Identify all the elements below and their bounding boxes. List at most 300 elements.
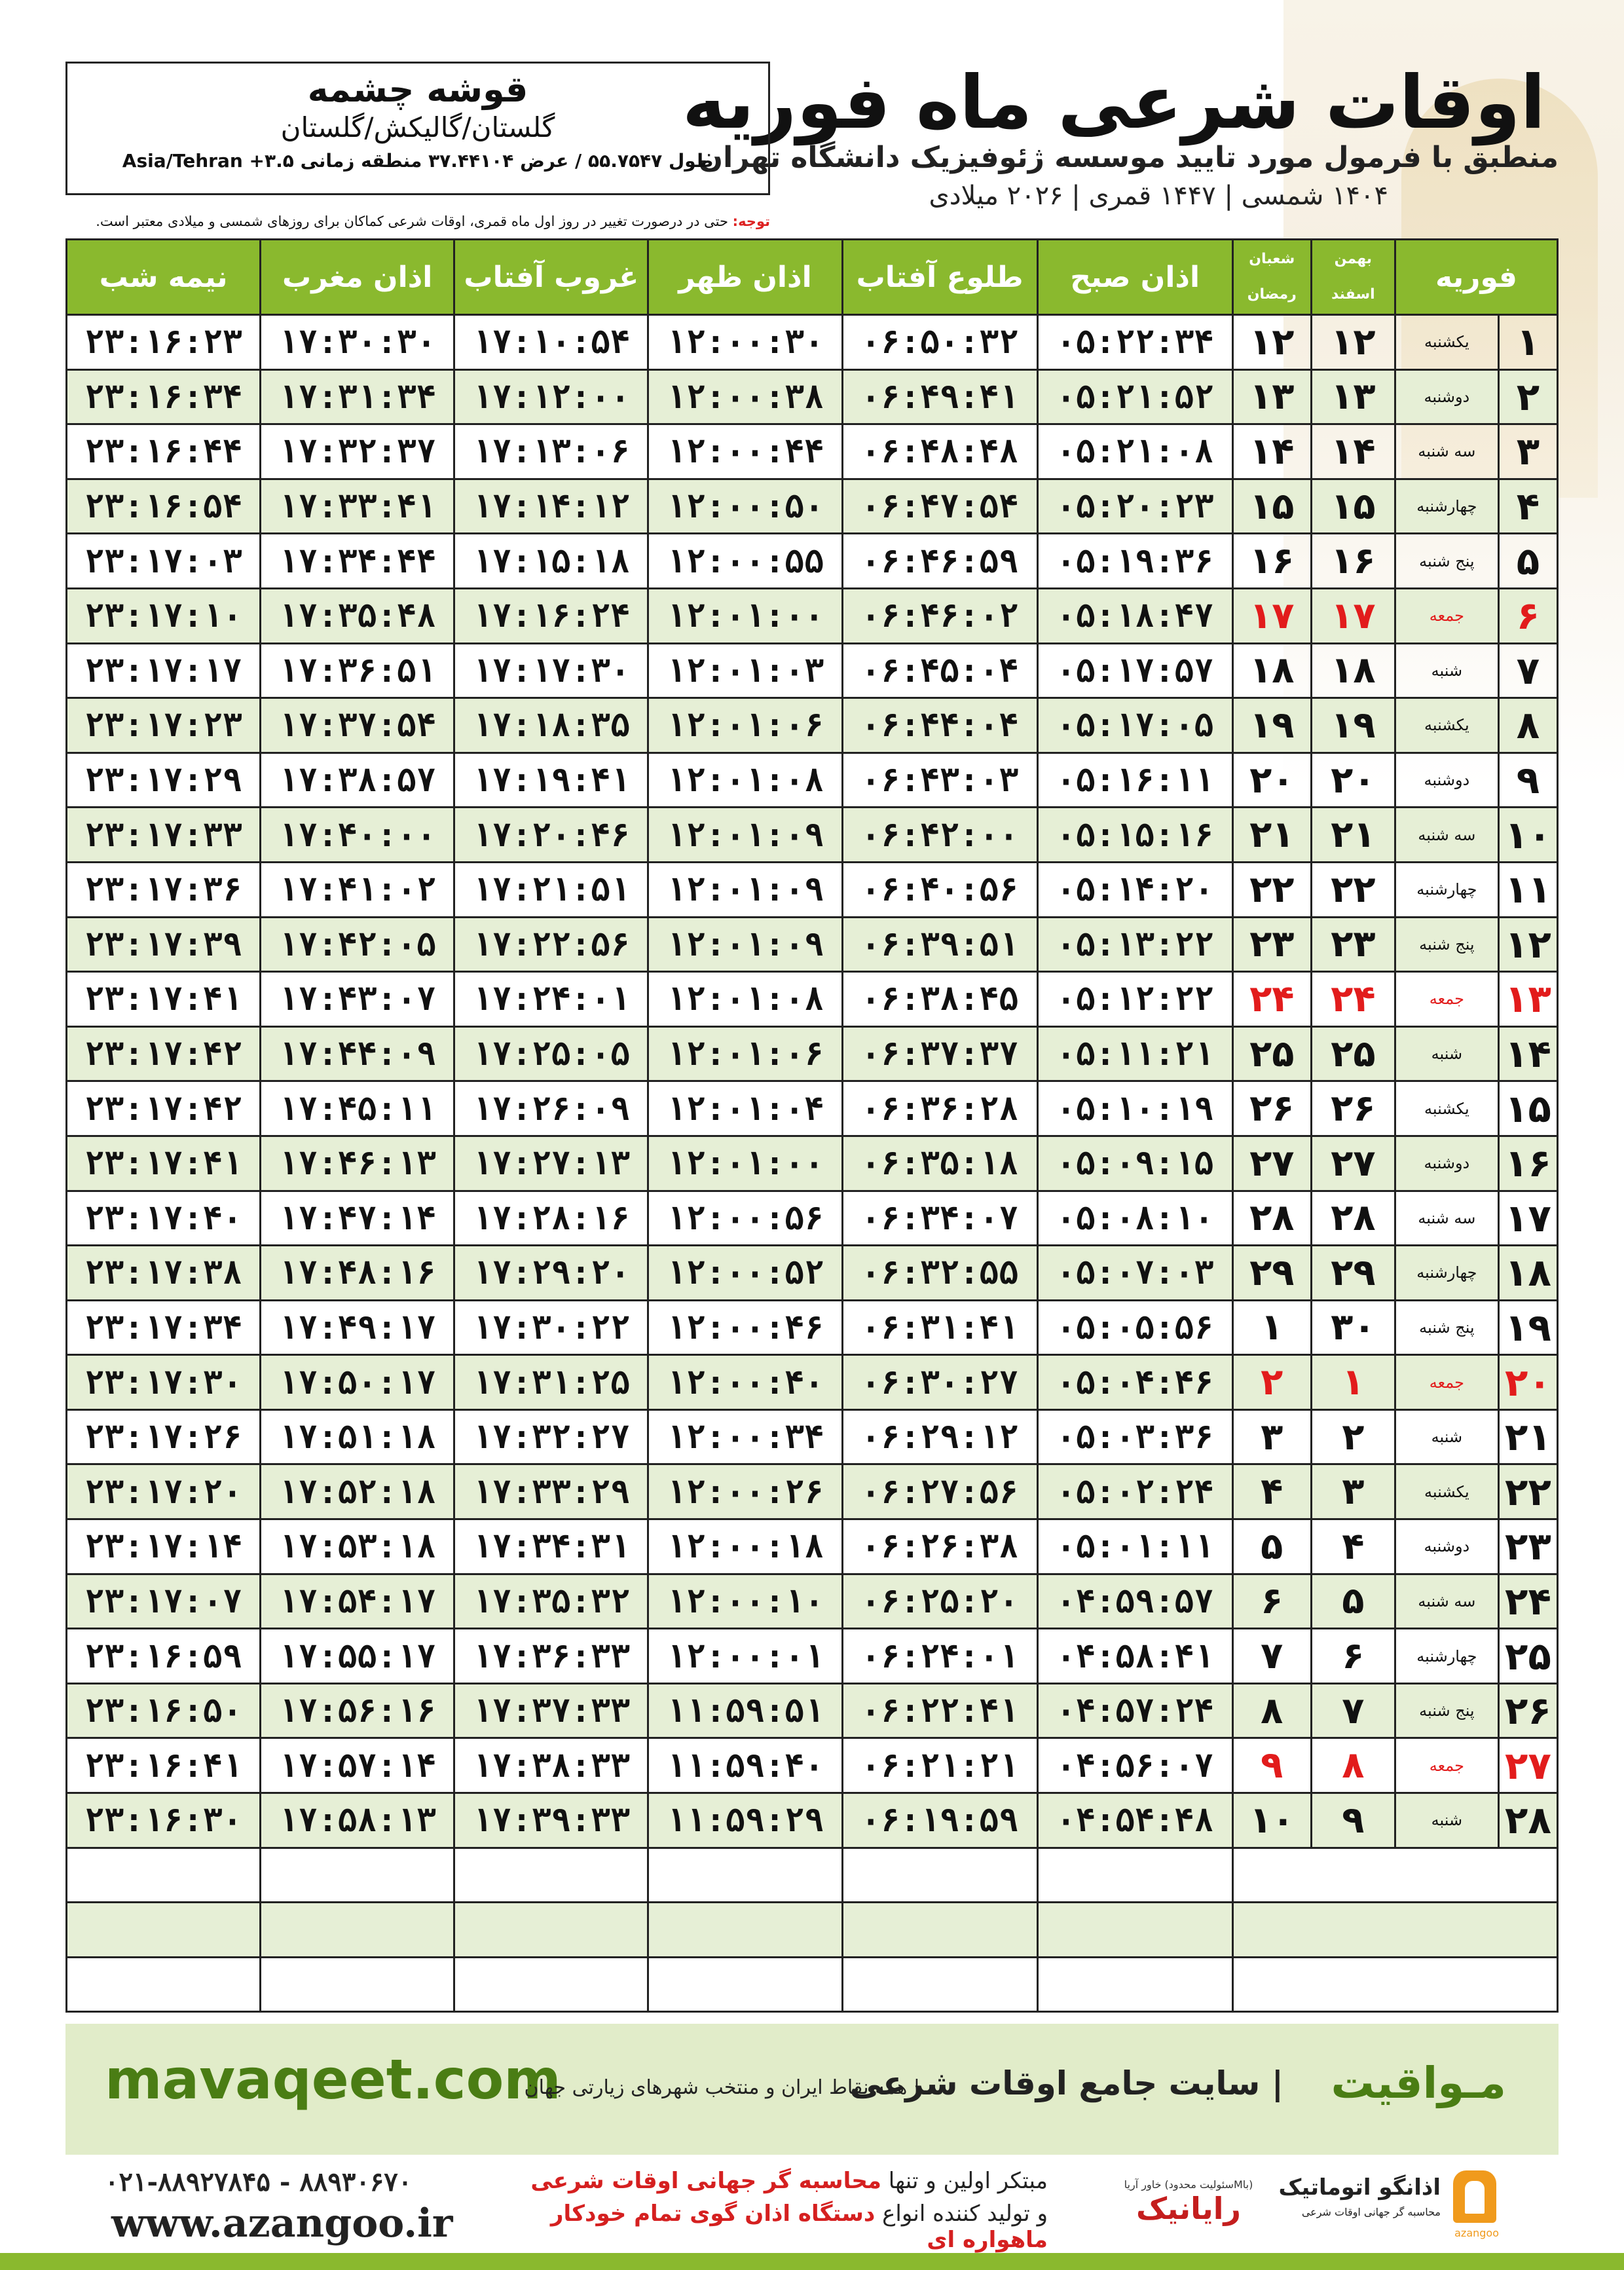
- fajr-time: ۰۵:۰۳:۳۶: [1037, 1409, 1232, 1464]
- sunset-time: ۱۷:۱۶:۲۴: [454, 588, 648, 643]
- day-number: ۲۷: [1498, 1738, 1557, 1793]
- sunset-time: ۱۷:۱۹:۴۱: [454, 753, 648, 808]
- page-subtitle: منطبق با فرمول مورد تایید موسسه ژئوفیزیک دانشگاه تهران: [698, 141, 1559, 174]
- maghrib-time: ۱۷:۴۰:۰۰: [261, 808, 454, 863]
- midnight-time: ۲۳:۱۷:۱۰: [67, 588, 261, 643]
- dhuhr-time: ۱۲:۰۱:۰۸: [648, 753, 842, 808]
- empty-cell: [1037, 1957, 1232, 2012]
- table-header-row: [67, 240, 1558, 315]
- table-row: [67, 1026, 1558, 1081]
- sunrise-time: ۰۶:۵۰:۳۲: [842, 315, 1037, 370]
- shamsi-day: ۱۲: [1311, 315, 1395, 370]
- maghrib-time: ۱۷:۳۴:۴۴: [261, 534, 454, 589]
- azangoo-name: اذانگو اتوماتیک: [1278, 2174, 1441, 2201]
- sunrise-time: ۰۶:۴۶:۰۲: [842, 588, 1037, 643]
- dhuhr-time: ۱۲:۰۰:۴۶: [648, 1300, 842, 1355]
- promo-2-text: و تولید کننده انواع: [875, 2201, 1048, 2227]
- dhuhr-time: ۱۲:۰۱:۰۰: [648, 588, 842, 643]
- maghrib-time: ۱۷:۵۳:۱۸: [261, 1519, 454, 1574]
- header-dhuhr: اذان ظهر: [648, 240, 842, 315]
- weekday: شنبه: [1395, 1409, 1498, 1464]
- empty-cell: [261, 1957, 454, 2012]
- table-row: [67, 917, 1558, 972]
- table-row: [67, 1355, 1558, 1410]
- weekday: سه شنبه: [1395, 1191, 1498, 1246]
- table-row: [67, 1519, 1558, 1574]
- maghrib-time: ۱۷:۵۴:۱۷: [261, 1574, 454, 1629]
- header-sunset: غروب آفتاب: [454, 240, 648, 315]
- fajr-time: ۰۴:۵۸:۴۱: [1037, 1629, 1232, 1684]
- shamsi-day: ۲۲: [1311, 862, 1395, 917]
- fajr-time: ۰۴:۵۶:۰۷: [1037, 1738, 1232, 1793]
- table-row: [67, 1683, 1558, 1738]
- dhuhr-time: ۱۲:۰۰:۱۰: [648, 1574, 842, 1629]
- sunrise-time: ۰۶:۲۱:۲۱: [842, 1738, 1037, 1793]
- qamari-day: ۷: [1232, 1629, 1311, 1684]
- day-number: ۱۳: [1498, 972, 1557, 1027]
- sunset-time: ۱۷:۲۰:۴۶: [454, 808, 648, 863]
- sunrise-time: ۰۶:۴۳:۰۳: [842, 753, 1037, 808]
- azangoo-latin: azangoo: [1454, 2227, 1499, 2239]
- shamsi-day: ۶: [1311, 1629, 1395, 1684]
- day-number: ۵: [1498, 534, 1557, 589]
- header-fajr: اذان صبح: [1037, 240, 1232, 315]
- promo-line-2: [471, 2201, 1048, 2253]
- weekday: شنبه: [1395, 1026, 1498, 1081]
- midnight-time: ۲۳:۱۷:۴۲: [67, 1026, 261, 1081]
- shamsi-day: ۲۰: [1311, 753, 1395, 808]
- fajr-time: ۰۵:۰۱:۱۱: [1037, 1519, 1232, 1574]
- fajr-time: ۰۵:۱۶:۱۱: [1037, 753, 1232, 808]
- weekday: یکشنبه: [1395, 1464, 1498, 1519]
- location-region: گلستان/گالیکش/گلستان: [280, 111, 555, 143]
- sunrise-time: ۰۶:۲۵:۲۰: [842, 1574, 1037, 1629]
- midnight-time: ۲۳:۱۷:۴۱: [67, 1136, 261, 1191]
- shamsi-day: ۱۳: [1311, 369, 1395, 424]
- weekday: یکشنبه: [1395, 1081, 1498, 1136]
- sunrise-time: ۰۶:۴۴:۰۴: [842, 698, 1037, 753]
- prayer-times-table: [65, 238, 1559, 2013]
- midnight-time: ۲۳:۱۶:۳۴: [67, 369, 261, 424]
- dhuhr-time: ۱۲:۰۰:۱۸: [648, 1519, 842, 1574]
- shamsi-day: ۲۶: [1311, 1081, 1395, 1136]
- dhuhr-time: ۱۲:۰۱:۰۰: [648, 1136, 842, 1191]
- qamari-day: ۲۸: [1232, 1191, 1311, 1246]
- fajr-time: ۰۵:۰۷:۰۳: [1037, 1246, 1232, 1301]
- day-number: ۲۳: [1498, 1519, 1557, 1574]
- fajr-time: ۰۵:۱۷:۰۵: [1037, 698, 1232, 753]
- empty-cell: [842, 1957, 1037, 2012]
- weekday: سه شنبه: [1395, 808, 1498, 863]
- empty-cell: [1232, 1903, 1557, 1958]
- dhuhr-time: ۱۲:۰۱:۰۹: [648, 808, 842, 863]
- sunset-time: ۱۷:۳۰:۲۲: [454, 1300, 648, 1355]
- maghrib-time: ۱۷:۴۹:۱۷: [261, 1300, 454, 1355]
- weekday: یکشنبه: [1395, 315, 1498, 370]
- dhuhr-time: ۱۲:۰۰:۰۱: [648, 1629, 842, 1684]
- midnight-time: ۲۳:۱۷:۲۶: [67, 1409, 261, 1464]
- weekday: چهارشنبه: [1395, 479, 1498, 534]
- sunset-time: ۱۷:۳۹:۳۳: [454, 1793, 648, 1848]
- midnight-time: ۲۳:۱۷:۲۰: [67, 1464, 261, 1519]
- shamsi-day: ۲۳: [1311, 917, 1395, 972]
- weekday: چهارشنبه: [1395, 1246, 1498, 1301]
- day-number: ۱۱: [1498, 862, 1557, 917]
- qamari-day: ۴: [1232, 1464, 1311, 1519]
- weekday: سه شنبه: [1395, 1574, 1498, 1629]
- promo-1-text: مبتکر اولین و تنها: [881, 2168, 1048, 2194]
- fajr-time: ۰۵:۰۴:۴۶: [1037, 1355, 1232, 1410]
- table-row: [67, 1081, 1558, 1136]
- fajr-time: ۰۴:۵۹:۵۷: [1037, 1574, 1232, 1629]
- fajr-time: ۰۵:۰۲:۲۴: [1037, 1464, 1232, 1519]
- midnight-time: ۲۳:۱۷:۱۴: [67, 1519, 261, 1574]
- qamari-day: ۱۷: [1232, 588, 1311, 643]
- day-number: ۱۷: [1498, 1191, 1557, 1246]
- maghrib-time: ۱۷:۴۱:۰۲: [261, 862, 454, 917]
- sunset-time: ۱۷:۱۷:۳۰: [454, 643, 648, 698]
- raianik-logo: [1123, 2178, 1254, 2237]
- shamsi-day: ۱۵: [1311, 479, 1395, 534]
- phone-numbers: ۰۲۱-۸۸۹۲۷۸۴۵ - ۸۸۹۳۰۶۷۰: [105, 2167, 413, 2197]
- header-month: فوریه: [1395, 240, 1557, 315]
- fajr-time: ۰۵:۲۱:۰۸: [1037, 424, 1232, 479]
- empty-cell: [1232, 1957, 1557, 2012]
- maghrib-time: ۱۷:۵۵:۱۷: [261, 1629, 454, 1684]
- header-qamari: [1232, 240, 1311, 315]
- sunset-time: ۱۷:۳۱:۲۵: [454, 1355, 648, 1410]
- location-coordinates: طول ۵۵.۷۵۴۷ / عرض ۳۷.۴۴۱۰۴ منطقه زمانی ۳.۵+ Asia/Tehran: [122, 150, 714, 172]
- brand-tagline: | همه نقاط ایران و منتخب شهرهای زیارتی جهان: [524, 2076, 920, 2099]
- day-number: ۶: [1498, 588, 1557, 643]
- qamari-day: ۱۵: [1232, 479, 1311, 534]
- dhuhr-time: ۱۲:۰۰:۴۴: [648, 424, 842, 479]
- table-row: [67, 643, 1558, 698]
- qamari-day: ۲۲: [1232, 862, 1311, 917]
- table-row: [67, 479, 1558, 534]
- weekday: جمعه: [1395, 1738, 1498, 1793]
- table-row: [67, 1793, 1558, 1848]
- fajr-time: ۰۵:۲۱:۵۲: [1037, 369, 1232, 424]
- fajr-time: ۰۵:۱۳:۲۲: [1037, 917, 1232, 972]
- shamsi-day: ۸: [1311, 1738, 1395, 1793]
- fajr-time: ۰۵:۱۹:۳۶: [1037, 534, 1232, 589]
- sunset-time: ۱۷:۳۵:۳۲: [454, 1574, 648, 1629]
- empty-cell: [67, 1957, 261, 2012]
- weekday: جمعه: [1395, 1355, 1498, 1410]
- dhuhr-time: ۱۲:۰۰:۳۴: [648, 1409, 842, 1464]
- table-row: [67, 1300, 1558, 1355]
- midnight-time: ۲۳:۱۷:۴۲: [67, 1081, 261, 1136]
- weekday: دوشنبه: [1395, 369, 1498, 424]
- raianik-name: رایانیک: [1136, 2191, 1241, 2226]
- shamsi-day: ۲۷: [1311, 1136, 1395, 1191]
- sunrise-time: ۰۶:۳۹:۵۱: [842, 917, 1037, 972]
- dhuhr-time: ۱۲:۰۱:۰۳: [648, 643, 842, 698]
- azangoo-subtitle: محاسبه گر جهانی اوقات شرعی: [1301, 2206, 1441, 2218]
- maghrib-time: ۱۷:۵۱:۱۸: [261, 1409, 454, 1464]
- table-row: [67, 588, 1558, 643]
- qamari-day: ۱۶: [1232, 534, 1311, 589]
- website-link[interactable]: www.azangoo.ir: [111, 2201, 453, 2246]
- maghrib-time: ۱۷:۵۰:۱۷: [261, 1355, 454, 1410]
- day-number: ۲۵: [1498, 1629, 1557, 1684]
- qamari-day: ۹: [1232, 1738, 1311, 1793]
- fajr-time: ۰۵:۰۹:۱۵: [1037, 1136, 1232, 1191]
- maghrib-time: ۱۷:۵۲:۱۸: [261, 1464, 454, 1519]
- sunset-time: ۱۷:۱۵:۱۸: [454, 534, 648, 589]
- day-number: ۱۶: [1498, 1136, 1557, 1191]
- qamari-day: ۵: [1232, 1519, 1311, 1574]
- maghrib-time: ۱۷:۳۷:۵۴: [261, 698, 454, 753]
- day-number: ۸: [1498, 698, 1557, 753]
- header-qamari-bottom: رمضان: [1247, 286, 1297, 303]
- qamari-day: ۱۲: [1232, 315, 1311, 370]
- midnight-time: ۲۳:۱۶:۴۴: [67, 424, 261, 479]
- sunrise-time: ۰۶:۴۶:۵۹: [842, 534, 1037, 589]
- dhuhr-time: ۱۲:۰۰:۵۲: [648, 1246, 842, 1301]
- promo-2-highlight: دستگاه اذان گوی تمام خودکار ماهواره ای: [550, 2201, 1048, 2253]
- sunset-time: ۱۷:۲۱:۵۱: [454, 862, 648, 917]
- dhuhr-time: ۱۲:۰۰:۲۶: [648, 1464, 842, 1519]
- fajr-time: ۰۵:۲۰:۲۳: [1037, 479, 1232, 534]
- header-qamari-top: شعبان: [1249, 251, 1295, 267]
- qamari-day: ۲۵: [1232, 1026, 1311, 1081]
- midnight-time: ۲۳:۱۶:۴۱: [67, 1738, 261, 1793]
- sunrise-time: ۰۶:۴۹:۴۱: [842, 369, 1037, 424]
- table-row: [67, 424, 1558, 479]
- sunset-time: ۱۷:۳۸:۳۳: [454, 1738, 648, 1793]
- midnight-time: ۲۳:۱۶:۵۹: [67, 1629, 261, 1684]
- empty-row: [67, 1957, 1558, 2012]
- notice: [65, 214, 770, 229]
- sunrise-time: ۰۶:۴۵:۰۴: [842, 643, 1037, 698]
- midnight-time: ۲۳:۱۷:۳۰: [67, 1355, 261, 1410]
- dhuhr-time: ۱۲:۰۱:۰۶: [648, 1026, 842, 1081]
- dhuhr-time: ۱۲:۰۱:۰۹: [648, 862, 842, 917]
- day-number: ۱: [1498, 315, 1557, 370]
- empty-cell: [842, 1848, 1037, 1903]
- shamsi-day: ۳: [1311, 1464, 1395, 1519]
- midnight-time: ۲۳:۱۷:۳۳: [67, 808, 261, 863]
- qamari-day: ۱۳: [1232, 369, 1311, 424]
- shamsi-day: ۱۹: [1311, 698, 1395, 753]
- day-number: ۲۸: [1498, 1793, 1557, 1848]
- sunrise-time: ۰۶:۴۲:۰۰: [842, 808, 1037, 863]
- sunset-time: ۱۷:۲۸:۱۶: [454, 1191, 648, 1246]
- fajr-time: ۰۴:۵۷:۲۴: [1037, 1683, 1232, 1738]
- sunrise-time: ۰۶:۴۷:۵۴: [842, 479, 1037, 534]
- day-number: ۱۵: [1498, 1081, 1557, 1136]
- fajr-time: ۰۵:۱۲:۲۲: [1037, 972, 1232, 1027]
- shamsi-day: ۲۵: [1311, 1026, 1395, 1081]
- table-row: [67, 1629, 1558, 1684]
- sunset-time: ۱۷:۳۳:۲۹: [454, 1464, 648, 1519]
- shamsi-day: ۴: [1311, 1519, 1395, 1574]
- day-number: ۱۴: [1498, 1026, 1557, 1081]
- empty-cell: [1037, 1903, 1232, 1958]
- table-row: [67, 753, 1558, 808]
- maghrib-time: ۱۷:۴۷:۱۴: [261, 1191, 454, 1246]
- empty-cell: [454, 1957, 648, 2012]
- dhuhr-time: ۱۲:۰۰:۴۰: [648, 1355, 842, 1410]
- qamari-day: ۲۷: [1232, 1136, 1311, 1191]
- dhuhr-time: ۱۲:۰۰:۵۶: [648, 1191, 842, 1246]
- midnight-time: ۲۳:۱۷:۱۷: [67, 643, 261, 698]
- empty-cell: [648, 1903, 842, 1958]
- dhuhr-time: ۱۲:۰۰:۳۸: [648, 369, 842, 424]
- shamsi-day: ۳۰: [1311, 1300, 1395, 1355]
- page-title: اوقات شرعی ماه فوریه: [682, 60, 1545, 145]
- midnight-time: ۲۳:۱۷:۴۰: [67, 1191, 261, 1246]
- qamari-day: ۲۰: [1232, 753, 1311, 808]
- sunrise-time: ۰۶:۴۰:۵۶: [842, 862, 1037, 917]
- maghrib-time: ۱۷:۵۶:۱۶: [261, 1683, 454, 1738]
- midnight-time: ۲۳:۱۷:۴۱: [67, 972, 261, 1027]
- shamsi-day: ۱۶: [1311, 534, 1395, 589]
- promo-line-1: [471, 2168, 1048, 2194]
- table-row: [67, 534, 1558, 589]
- midnight-time: ۲۳:۱۷:۳۹: [67, 917, 261, 972]
- sunrise-time: ۰۶:۳۲:۵۵: [842, 1246, 1037, 1301]
- maghrib-time: ۱۷:۵۸:۱۳: [261, 1793, 454, 1848]
- maghrib-time: ۱۷:۳۸:۵۷: [261, 753, 454, 808]
- table-row: [67, 369, 1558, 424]
- calendar-years: ۱۴۰۴ شمسی | ۱۴۴۷ قمری | ۲۰۲۶ میلادی: [929, 181, 1388, 211]
- empty-cell: [842, 1903, 1037, 1958]
- qamari-day: ۸: [1232, 1683, 1311, 1738]
- weekday: دوشنبه: [1395, 1519, 1498, 1574]
- fajr-time: ۰۵:۱۷:۵۷: [1037, 643, 1232, 698]
- footer-banner: [65, 2024, 1559, 2155]
- shamsi-day: ۱: [1311, 1355, 1395, 1410]
- dhuhr-time: ۱۲:۰۱:۰۴: [648, 1081, 842, 1136]
- dhuhr-time: ۱۱:۵۹:۲۹: [648, 1793, 842, 1848]
- midnight-time: ۲۳:۱۷:۲۹: [67, 753, 261, 808]
- sunset-time: ۱۷:۱۲:۰۰: [454, 369, 648, 424]
- midnight-time: ۲۳:۱۷:۳۴: [67, 1300, 261, 1355]
- midnight-time: ۲۳:۱۷:۰۷: [67, 1574, 261, 1629]
- midnight-time: ۲۳:۱۶:۲۳: [67, 315, 261, 370]
- sunset-time: ۱۷:۲۹:۲۰: [454, 1246, 648, 1301]
- qamari-day: ۶: [1232, 1574, 1311, 1629]
- sunrise-time: ۰۶:۲۶:۳۸: [842, 1519, 1037, 1574]
- fajr-time: ۰۵:۱۸:۴۷: [1037, 588, 1232, 643]
- maghrib-time: ۱۷:۴۳:۰۷: [261, 972, 454, 1027]
- midnight-time: ۲۳:۱۶:۵۴: [67, 479, 261, 534]
- header-sunrise: طلوع آفتاب: [842, 240, 1037, 315]
- empty-cell: [67, 1848, 261, 1903]
- qamari-day: ۲۴: [1232, 972, 1311, 1027]
- qamari-day: ۲۶: [1232, 1081, 1311, 1136]
- header-shamsi: [1311, 240, 1395, 315]
- sunset-time: ۱۷:۱۰:۵۴: [454, 315, 648, 370]
- day-number: ۲۰: [1498, 1355, 1557, 1410]
- weekday: پنج شنبه: [1395, 534, 1498, 589]
- sunset-time: ۱۷:۳۶:۳۳: [454, 1629, 648, 1684]
- empty-cell: [454, 1903, 648, 1958]
- bottom-stripe: [0, 2253, 1624, 2270]
- weekday: دوشنبه: [1395, 753, 1498, 808]
- day-number: ۷: [1498, 643, 1557, 698]
- qamari-day: ۲: [1232, 1355, 1311, 1410]
- maghrib-time: ۱۷:۴۲:۰۵: [261, 917, 454, 972]
- table-row: [67, 1409, 1558, 1464]
- maghrib-time: ۱۷:۳۵:۴۸: [261, 588, 454, 643]
- fajr-time: ۰۴:۵۴:۴۸: [1037, 1793, 1232, 1848]
- shamsi-day: ۲۴: [1311, 972, 1395, 1027]
- table-row: [67, 698, 1558, 753]
- weekday: جمعه: [1395, 588, 1498, 643]
- header-shamsi-bottom: اسفند: [1331, 286, 1375, 303]
- day-number: ۴: [1498, 479, 1557, 534]
- shamsi-day: ۱۴: [1311, 424, 1395, 479]
- sunrise-time: ۰۶:۲۴:۰۱: [842, 1629, 1037, 1684]
- empty-cell: [454, 1848, 648, 1903]
- sunset-time: ۱۷:۲۲:۵۶: [454, 917, 648, 972]
- weekday: شنبه: [1395, 643, 1498, 698]
- qamari-day: ۳: [1232, 1409, 1311, 1464]
- table-row: [67, 972, 1558, 1027]
- empty-cell: [261, 1848, 454, 1903]
- maghrib-time: ۱۷:۴۸:۱۶: [261, 1246, 454, 1301]
- shamsi-day: ۹: [1311, 1793, 1395, 1848]
- location-box: [65, 62, 770, 195]
- midnight-time: ۲۳:۱۶:۳۰: [67, 1793, 261, 1848]
- shamsi-day: ۲۸: [1311, 1191, 1395, 1246]
- fajr-time: ۰۵:۱۴:۲۰: [1037, 862, 1232, 917]
- midnight-time: ۲۳:۱۷:۳۸: [67, 1246, 261, 1301]
- qamari-day: ۱۸: [1232, 643, 1311, 698]
- table-row: [67, 1136, 1558, 1191]
- promo-1-highlight: محاسبه گر جهانی اوقات شرعی: [530, 2168, 881, 2194]
- azangoo-logo: [1278, 2168, 1503, 2240]
- day-number: ۹: [1498, 753, 1557, 808]
- fajr-time: ۰۵:۲۲:۳۴: [1037, 315, 1232, 370]
- day-number: ۳: [1498, 424, 1557, 479]
- fajr-time: ۰۵:۰۵:۵۶: [1037, 1300, 1232, 1355]
- qamari-day: ۱: [1232, 1300, 1311, 1355]
- table-row: [67, 1464, 1558, 1519]
- day-number: ۱۸: [1498, 1246, 1557, 1301]
- maghrib-time: ۱۷:۵۷:۱۴: [261, 1738, 454, 1793]
- site-url[interactable]: mavaqeet.com: [105, 2047, 561, 2112]
- sunrise-time: ۰۶:۱۹:۵۹: [842, 1793, 1037, 1848]
- dhuhr-time: ۱۲:۰۰:۵۰: [648, 479, 842, 534]
- sunrise-time: ۰۶:۳۴:۰۷: [842, 1191, 1037, 1246]
- shamsi-day: ۱۷: [1311, 588, 1395, 643]
- raianik-small-text: (باMسئولیت محدود) خاور آریا: [1124, 2178, 1253, 2191]
- dhuhr-time: ۱۲:۰۰:۳۰: [648, 315, 842, 370]
- day-number: ۲۱: [1498, 1409, 1557, 1464]
- fajr-time: ۰۵:۰۸:۱۰: [1037, 1191, 1232, 1246]
- dhuhr-time: ۱۱:۵۹:۵۱: [648, 1683, 842, 1738]
- sunrise-time: ۰۶:۳۱:۴۱: [842, 1300, 1037, 1355]
- maghrib-time: ۱۷:۳۱:۳۴: [261, 369, 454, 424]
- sunrise-time: ۰۶:۲۷:۵۶: [842, 1464, 1037, 1519]
- sunset-time: ۱۷:۱۸:۳۵: [454, 698, 648, 753]
- fajr-time: ۰۵:۱۱:۲۱: [1037, 1026, 1232, 1081]
- sunrise-time: ۰۶:۳۷:۳۷: [842, 1026, 1037, 1081]
- maghrib-time: ۱۷:۴۴:۰۹: [261, 1026, 454, 1081]
- brand-name: مـواقیت: [1331, 2058, 1506, 2108]
- weekday: پنج شنبه: [1395, 1683, 1498, 1738]
- header-midnight: نیمه شب: [67, 240, 261, 315]
- sunrise-time: ۰۶:۲۲:۴۱: [842, 1683, 1037, 1738]
- empty-row: [67, 1903, 1558, 1958]
- brand-subtitle: | سایت جامع اوقات شرعی: [849, 2064, 1283, 2102]
- weekday: پنج شنبه: [1395, 917, 1498, 972]
